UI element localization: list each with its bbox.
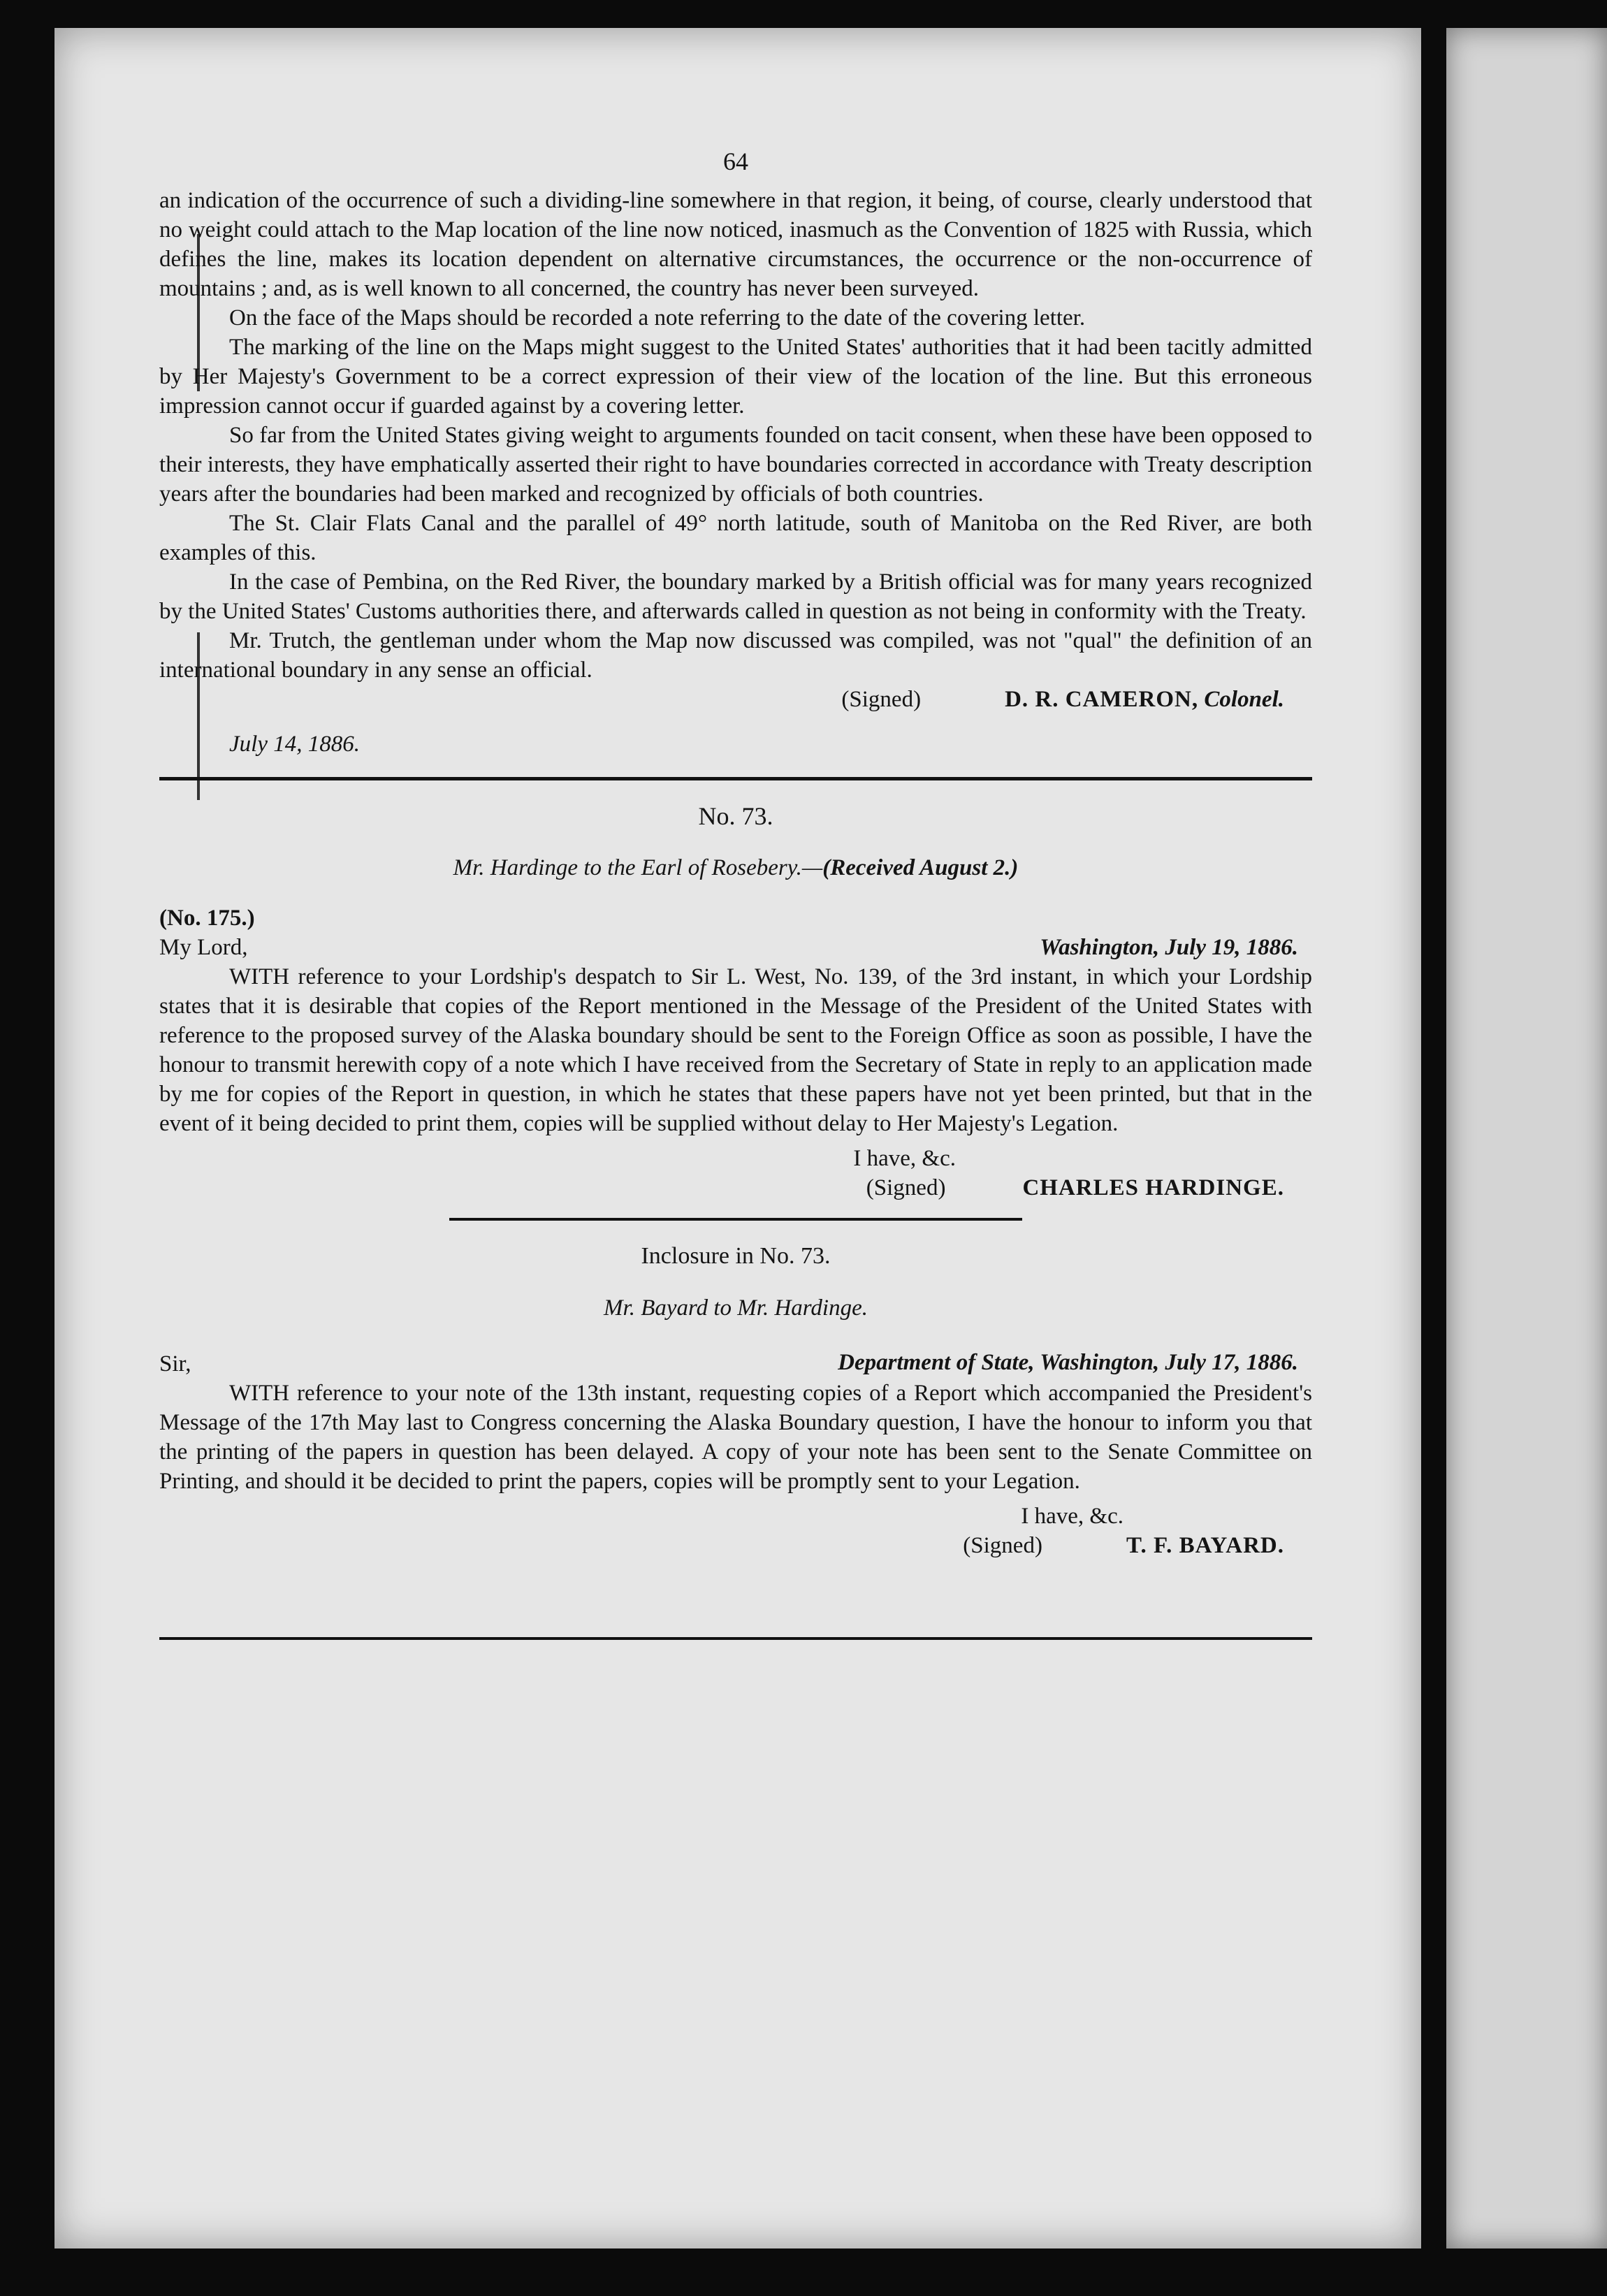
letter-date: July 14, 1886. [229, 732, 360, 757]
document-number-heading: No. 73. [698, 802, 773, 830]
dateline: Washington, July 19, 1886. [1040, 935, 1298, 960]
paragraph: On the face of the Maps should be recorded a note referring to the date of the covering letter. [229, 305, 1086, 330]
inclosure-heading: Inclosure in No. 73. [641, 1243, 831, 1269]
salutation: My Lord, [159, 935, 248, 960]
inclosure-bayard [159, 1242, 1312, 1560]
received-date: (Received August 2.) [822, 855, 1019, 880]
signature-line [159, 685, 1284, 714]
paragraph: So far from the United States giving weight to arguments founded on tacit consent, when these have been opposed to their interests, they have emphatically asserted their right to have boundaries corrected in accordance with Treaty description years after the boundaries had been marked and recognized by officials of both countries. [159, 423, 1312, 507]
letter-cameron [159, 186, 1312, 759]
number-dateline-row [159, 903, 1312, 933]
signature-line [159, 1531, 1284, 1560]
signer-title: Colonel. [1204, 687, 1284, 712]
signer-name: T. F. BAYARD. [1126, 1533, 1284, 1558]
page-number: 64 [723, 147, 748, 175]
section-divider [159, 777, 1312, 780]
bottom-divider [159, 1637, 1312, 1640]
section-divider [449, 1218, 1022, 1221]
closing: I have, &c. [1021, 1504, 1124, 1529]
adjacent-page-edge [1446, 28, 1607, 2248]
letter-hardinge [159, 801, 1312, 1203]
dateline: Department of State, Washington, July 17, 1886. [838, 1350, 1298, 1375]
paragraph: Mr. Trutch, the gentleman under whom the Map now discussed was compiled, was not "qual" the definition of an international boundary in any sense an official. [159, 628, 1312, 683]
signed-label: (Signed) [963, 1533, 1042, 1558]
paragraph: an indication of the occurrence of such a dividing-line somewhere in that region, it being, of course, clearly understood that no weight could attach to the Map location of the line now noticed, inasmuch as the Convention of 1825 with Russia, which defines the line, makes its location dependent on alternative circumstances, the occurrence or the non-occurrence of mountains ; and, as is well known to all concerned, the country has never been surveyed. [159, 188, 1312, 301]
salutation-row [159, 933, 1312, 962]
salutation: Sir, [159, 1351, 191, 1376]
paragraph: In the case of Pembina, on the Red River, the boundary marked by a British official was for many years recognized by the United States' Customs authorities there, and afterwards called in question as not being in conformity with the Treaty. [159, 569, 1312, 624]
paragraph: The St. Clair Flats Canal and the parallel of 49° north latitude, south of Manitoba on the Red River, are both examples of this. [159, 511, 1312, 565]
letter-subheading: Mr. Bayard to Mr. Hardinge. [604, 1295, 868, 1321]
letter-subheading [159, 853, 1312, 882]
despatch-number: (No. 175.) [159, 906, 255, 931]
page-content [159, 147, 1312, 1640]
signer-name: CHARLES HARDINGE. [1022, 1175, 1284, 1200]
signer-name: D. R. CAMERON, [1005, 687, 1199, 712]
closing: I have, &c. [853, 1146, 956, 1171]
signature-line [159, 1173, 1284, 1203]
signed-label: (Signed) [841, 687, 922, 712]
letter-body: WITH reference to your Lordship's despatch to Sir L. West, No. 139, of the 3rd instant, in which your Lordship states that it is desirable that copies of the Report mentioned in the Message of the President of the United States with reference to the proposed survey of the Alaska boundary should be sent to the Foreign Office as soon as possible, I have the honour to transmit herewith copy of a note which I have received from the Secretary of State in reply to an application made by me for copies of the Report in question, in which he states that these papers have not yet been printed, but that in the event of it being decided to print them, copies will be supplied without delay to Her Majesty's Legation. [159, 964, 1312, 1136]
signed-label: (Signed) [866, 1175, 946, 1200]
subheading-text: Mr. Hardinge to the Earl of Rosebery.— [453, 855, 823, 880]
letter-body: WITH reference to your note of the 13th instant, requesting copies of a Report which accompanied the President's Message of the 17th May last to Congress concerning the Alaska Boundary question, I have the honour to inform you that the printing of the papers in question has been delayed. A copy of your note has been sent to the Senate Committee on Printing, and should it be decided to print the papers, copies will be promptly sent to your Legation. [159, 1381, 1312, 1494]
paragraph: The marking of the line on the Maps might suggest to the United States' authorities that it had been tacitly admitted by Her Majesty's Government to be a correct expression of their view of the location of the line. But this erroneous impression cannot occur if guarded against by a covering letter. [159, 335, 1312, 419]
